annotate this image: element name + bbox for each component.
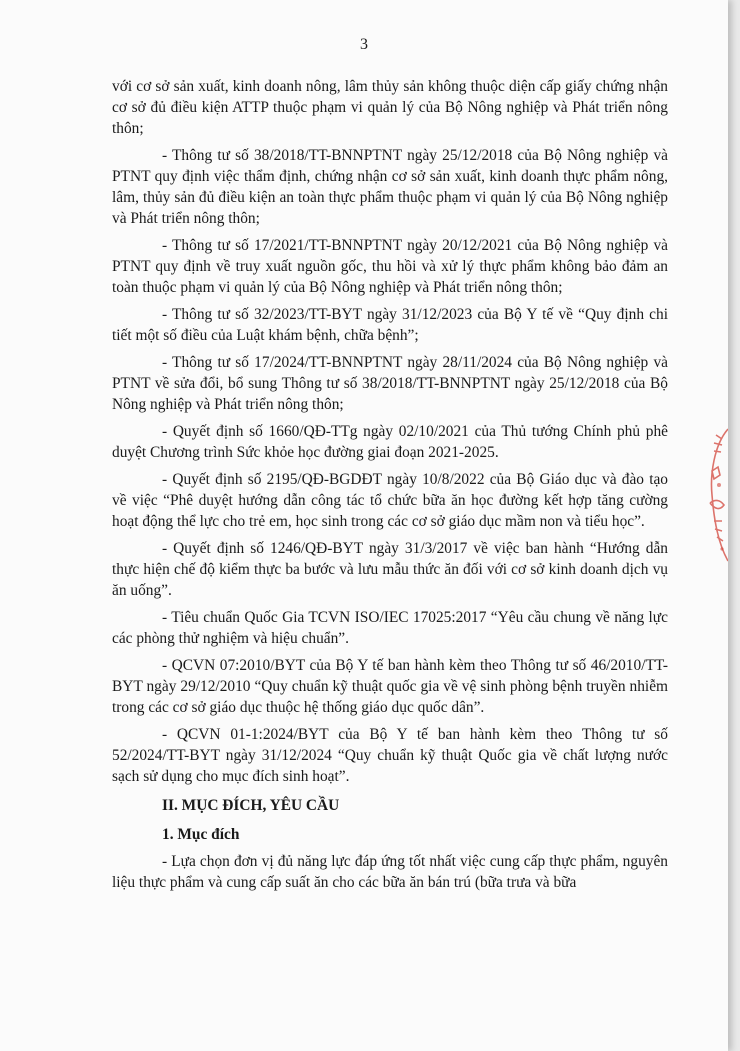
paragraph-decision-2195: - Quyết định số 2195/QĐ-BGDĐT ngày 10/8/2022 của Bộ Giáo dục và đào tạo về việc “Phê duyệt hướng dẫn công tác tổ chức bữa ăn học đường kết hợp tăng cường hoạt động thể lực cho trẻ em, học sinh trong các cơ sở giáo dục mầm non và tiểu học”.: [112, 471, 668, 530]
paragraph-qcvn-01-2024: - QCVN 01-1:2024/BYT của Bộ Y tế ban hành kèm theo Thông tư số 52/2024/TT-BYT ngày 31/12/2024 “Quy chuẩn kỹ thuật Quốc gia về chất lượng nước sạch sử dụng cho mục đích sinh hoạt”.: [112, 726, 668, 785]
page-number: 3: [360, 36, 368, 53]
paragraph-decision-1660: - Quyết định số 1660/QĐ-TTg ngày 02/10/2021 của Thủ tướng Chính phủ phê duyệt Chương trình Sức khỏe học đường giai đoạn 2021-2025.: [112, 423, 668, 461]
paragraph-purpose: - Lựa chọn đơn vị đủ năng lực đáp ứng tốt nhất việc cung cấp thực phẩm, nguyên liệu thực phẩm và cung cấp suất ăn cho các bữa ăn bán trú (bữa trưa và bữa: [112, 853, 668, 891]
paragraph-qcvn-07-2010: - QCVN 07:2010/BYT của Bộ Y tế ban hành kèm theo Thông tư số 46/2010/TT-BYT ngày 29/12/2010 “Quy chuẩn kỹ thuật quốc gia về vệ sinh phòng bệnh truyền nhiễm trong các cơ sở giáo dục thuộc hệ thống giáo dục quốc dân”.: [112, 657, 668, 716]
paragraph-circular-32-2023: - Thông tư số 32/2023/TT-BYT ngày 31/12/2023 của Bộ Y tế về “Quy định chi tiết một số điều của Luật khám bệnh, chữa bệnh”;: [112, 306, 668, 344]
subsection-heading: 1. Mục đích: [162, 826, 240, 843]
paragraph-circular-17-2024: - Thông tư số 17/2024/TT-BNNPTNT ngày 28/11/2024 của Bộ Nông nghiệp và PTNT về sửa đổi, bổ sung Thông tư số 38/2018/TT-BNNPTNT ngày 25/12/2018 của Bộ Nông nghiệp và Phát triển nông thôn;: [112, 354, 668, 413]
paragraph-circular-17-2021: - Thông tư số 17/2021/TT-BNNPTNT ngày 20/12/2021 của Bộ Nông nghiệp và PTNT quy định về truy xuất nguồn gốc, thu hồi và xử lý thực phẩm không bảo đảm an toàn thuộc phạm vi quản lý của Bộ Nông nghiệp và Phát triển nông thôn;: [112, 237, 668, 296]
paragraph-circular-38-2018: - Thông tư số 38/2018/TT-BNNPTNT ngày 25/12/2018 của Bộ Nông nghiệp và PTNT quy định việc thẩm định, chứng nhận cơ sở sản xuất, kinh doanh thực phẩm nông, lâm, thủy sản đủ điều kiện an toàn thực phẩm thuộc phạm vi quản lý của Bộ Nông nghiệp và Phát triển nông thôn;: [112, 147, 668, 227]
paragraph-standard-tcvn: - Tiêu chuẩn Quốc Gia TCVN ISO/IEC 17025:2017 “Yêu cầu chung về năng lực các phòng thử nghiệm và hiệu chuẩn”.: [112, 609, 668, 647]
paragraph-decision-1246: - Quyết định số 1246/QĐ-BYT ngày 31/3/2017 về việc ban hành “Hướng dẫn thực hiện chế độ kiểm thực ba bước và lưu mẫu thức ăn đối với cơ sở kinh doanh dịch vụ ăn uống”.: [112, 540, 668, 599]
section-heading: II. MỤC ĐÍCH, YÊU CẦU: [162, 797, 340, 814]
document-body: [112, 76, 668, 893]
paragraph-continuation: với cơ sở sản xuất, kinh doanh nông, lâm thủy sản không thuộc diện cấp giấy chứng nhận cơ sở đủ điều kiện ATTP thuộc phạm vi quản lý của Bộ Nông nghiệp và Phát triển nông thôn;: [112, 78, 668, 137]
red-stamp-fragment-icon: [702, 425, 728, 565]
